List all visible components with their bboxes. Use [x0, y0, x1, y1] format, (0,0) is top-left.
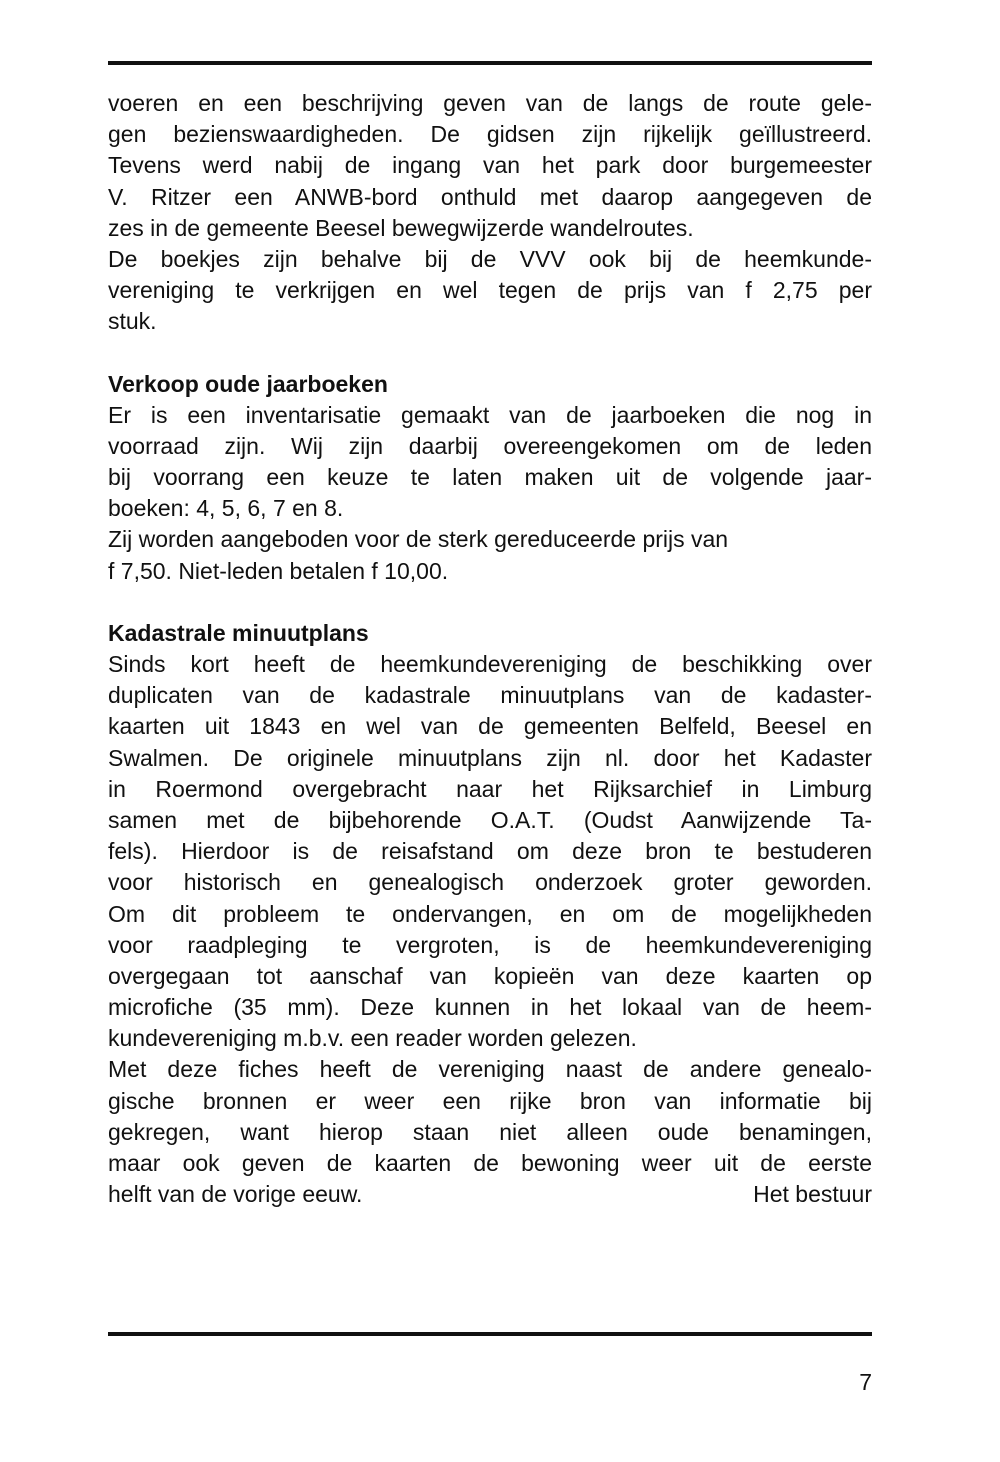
text-line: bij voorrang een keuze te laten maken uit de volgende jaar- [108, 464, 872, 491]
text-line: boeken: 4, 5, 6, 7 en 8. [108, 495, 344, 522]
text-line: gekregen, want hierop staan niet alleen oude benamingen, [108, 1118, 872, 1145]
section-kadastrale-minuutplans [108, 618, 872, 1211]
text-line: gische bronnen er weer een rijke bron van informatie bij [108, 1087, 872, 1114]
text-line: De boekjes zijn behalve bij de VVV ook bij de heemkunde- [108, 245, 872, 272]
text-line: kundevereniging m.b.v. een reader worden gelezen. [108, 1025, 637, 1052]
text-line: vereniging te verkrijgen en wel tegen de prijs van f 2,75 per [108, 277, 872, 304]
text-line: Sinds kort heeft de heemkundevereniging de beschikking over [108, 651, 872, 677]
text-line: samen met de bijbehorende O.A.T. (Oudst Aanwijzende Ta- [108, 806, 872, 833]
text-line: f 7,50. Niet-leden betalen f 10,00. [108, 557, 449, 584]
intro-paragraph [108, 88, 872, 338]
text-line: fels). Hierdoor is de reisafstand om deze bron te bestuderen [108, 838, 872, 865]
text-line: voor historisch en genealogisch onderzoek groter geworden. [108, 869, 872, 896]
text-line: voeren en een beschrijving geven van de langs de route gele- [108, 90, 872, 116]
text-line: overgegaan tot aanschaf van kopieën van deze kaarten op [108, 962, 872, 989]
section-heading: Kadastrale minuutplans [108, 619, 369, 646]
text-line: voorraad zijn. Wij zijn daarbij overeengekomen om de leden [108, 432, 872, 459]
text-line: gen bezienswaardigheden. De gidsen zijn rijkelijk geïllustreerd. [108, 121, 872, 148]
text-line: maar ook geven de kaarten de bewoning weer uit de eerste [108, 1150, 872, 1176]
text-line: stuk. [108, 308, 157, 335]
text-line: zes in de gemeente Beesel bewegwijzerde wandelroutes. [108, 214, 694, 241]
text-line: duplicaten van de kadastrale minuutplans van de kadaster- [108, 682, 872, 709]
bottom-rule [108, 1332, 872, 1336]
text-line: Er is een inventarisatie gemaakt van de jaarboeken die nog in [108, 401, 872, 428]
section-heading: Verkoop oude jaarboeken [108, 370, 388, 397]
text-line: voor raadpleging te vergroten, is de heemkundevereniging [108, 931, 872, 958]
text-line: Zij worden aangeboden voor de sterk gereduceerde prijs van [108, 526, 729, 553]
text-line: in Roermond overgebracht naar het Rijksarchief in Limburg [108, 775, 872, 802]
text-line: microfiche (35 mm). Deze kunnen in het lokaal van de heem- [108, 994, 872, 1021]
text-line: kaarten uit 1843 en wel van de gemeenten Belfeld, Beesel en [108, 713, 872, 740]
top-rule [108, 61, 872, 65]
page-content [108, 88, 872, 1210]
closing-line [108, 1179, 872, 1210]
section-verkoop-oude-jaarboeken [108, 369, 872, 587]
text-line: V. Ritzer een ANWB-bord onthuld met daarop aangegeven de [108, 183, 872, 210]
text-line: Om dit probleem te ondervangen, en om de mogelijkheden [108, 900, 872, 927]
text-line: helft van de vorige eeuw. [108, 1181, 363, 1208]
text-line: Swalmen. De originele minuutplans zijn nl. door het Kadaster [108, 744, 872, 771]
signoff: Het bestuur [753, 1181, 872, 1208]
text-line: Met deze fiches heeft de vereniging naast de andere genealo- [108, 1056, 872, 1083]
text-line: Tevens werd nabij de ingang van het park door burgemeester [108, 152, 872, 179]
page-number: 7 [859, 1369, 872, 1395]
